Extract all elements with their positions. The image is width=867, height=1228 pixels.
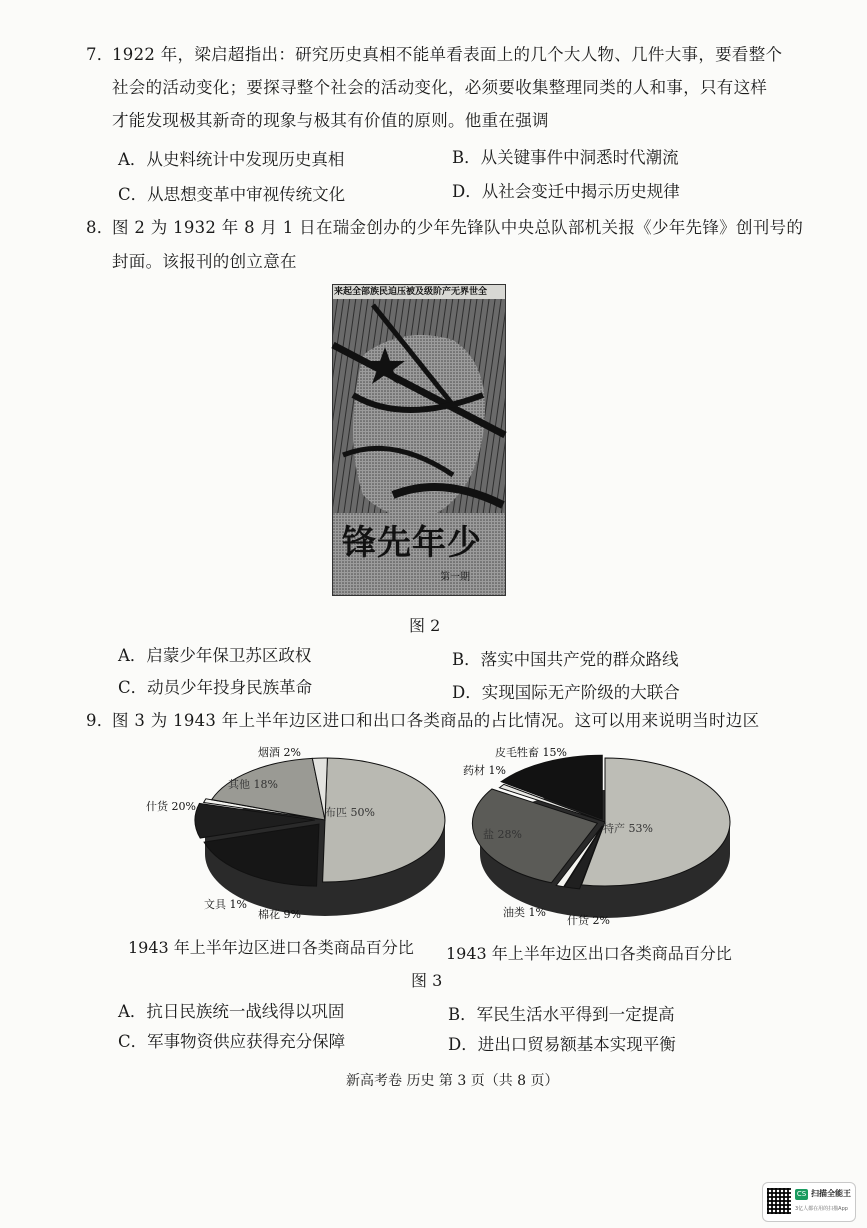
- cover-masthead-title: 锋先年少: [342, 523, 482, 563]
- pie-label-布匹: 布匹 50%: [325, 806, 375, 819]
- pie-label-棉花: 棉花 9%: [258, 908, 301, 921]
- q9-option-b[interactable]: B．军民生活水平得到一定提高: [448, 1005, 675, 1024]
- q9-option-c[interactable]: C．军事物资供应获得充分保障: [118, 1032, 346, 1051]
- q8-option-d[interactable]: D．实现国际无产阶级的大联合: [452, 683, 680, 702]
- q9-option-d[interactable]: D．进出口贸易额基本实现平衡: [448, 1035, 676, 1054]
- pie-label-皮毛牲畜: 皮毛牲畜 15%: [495, 746, 567, 759]
- pie-label-文具: 文具 1%: [204, 898, 247, 911]
- pie-label-盐: 盐 28%: [483, 828, 522, 841]
- q8-option-b[interactable]: B．落实中国共产党的群众路线: [452, 650, 679, 669]
- q9-stem-line1: 图 3 为 1943 年上半年边区进口和出口各类商品的占比情况。这可以用来说明当时边区: [112, 711, 760, 730]
- pie-label-其他: 其他 18%: [228, 778, 278, 791]
- badge-subtitle: 3亿人都在用的扫描App: [795, 1206, 848, 1212]
- qr-code-icon: [767, 1188, 791, 1214]
- q8-stem-line1: 图 2 为 1932 年 8 月 1 日在瑞金创办的少年先锋队中央总队部机关报《少年先锋》创刊号的: [112, 218, 804, 237]
- pie-label-特产: 特产 53%: [603, 822, 653, 835]
- pie-label-什货: 什货 20%: [146, 800, 196, 813]
- q7-stem-line1: 1922 年，梁启超指出：研究历史真相不能单看表面上的几个大人物、几件大事，要看整个: [112, 45, 783, 64]
- import-chart-title: 1943 年上半年边区进口各类商品百分比: [128, 938, 414, 957]
- q7-option-a[interactable]: A．从史料统计中发现历史真相: [118, 150, 345, 169]
- q7-option-b[interactable]: B．从关键事件中洞悉时代潮流: [452, 148, 679, 167]
- cover-top-banner: 来起全部族民迫压被及级阶产无界世全: [334, 287, 488, 297]
- q7-option-c[interactable]: C．从思想变革中审视传统文化: [118, 185, 346, 204]
- pie-label-烟酒: 烟酒 2%: [258, 746, 301, 759]
- q7-stem-line2: 社会的活动变化；要探寻整个社会的活动变化，必须要收集整理同类的人和事，只有这样: [112, 78, 768, 97]
- figure-2-caption: 图 2: [409, 616, 441, 635]
- figure-3-caption: 图 3: [411, 971, 443, 990]
- q9-option-a[interactable]: A．抗日民族统一战线得以巩固: [118, 1002, 345, 1021]
- badge-title: 扫描全能王: [811, 1189, 851, 1198]
- q8-stem-line2: 封面。该报刊的创立意在: [112, 252, 297, 271]
- q7-number: 7．: [86, 45, 114, 64]
- q7-option-d[interactable]: D．从社会变迁中揭示历史规律: [452, 182, 680, 201]
- q8-option-a[interactable]: A．启蒙少年保卫苏区政权: [118, 646, 312, 665]
- q8-number: 8．: [86, 218, 114, 237]
- pie-label-什货: 什货 2%: [567, 914, 610, 927]
- page-footer: 新高考卷 历史 第 3 页（共 8 页）: [346, 1073, 559, 1089]
- pie-label-油类: 油类 1%: [503, 906, 546, 919]
- cover-issue-label: 第一期: [440, 572, 470, 583]
- q8-option-c[interactable]: C．动员少年投身民族革命: [118, 678, 313, 697]
- export-chart-title: 1943 年上半年边区出口各类商品百分比: [446, 944, 732, 963]
- camscanner-logo-icon: CS: [796, 1190, 807, 1198]
- import-pie-chart: [120, 740, 450, 920]
- scanner-badge: [762, 1182, 856, 1222]
- q9-number: 9．: [86, 711, 114, 730]
- export-pie-chart: [455, 740, 755, 927]
- q7-stem-line3: 才能发现极其新奇的现象与极其有价值的原则。他重在强调: [112, 111, 549, 130]
- pie-label-药材: 药材 1%: [463, 764, 506, 777]
